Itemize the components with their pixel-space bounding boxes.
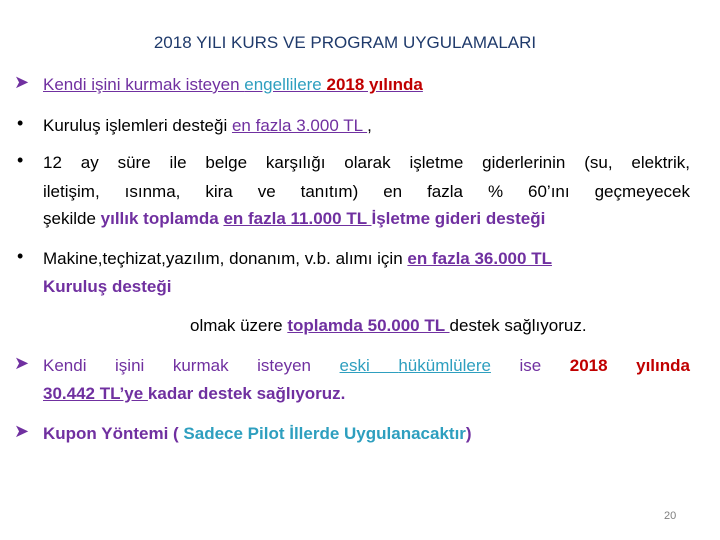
- item3-line2: iletişim, ısınma, kira ve tanıtım) en fazla % 60’ını geçmeyecek: [43, 182, 690, 201]
- item4-text-b: en fazla 36.000 TL: [407, 249, 552, 268]
- item3-line3: [43, 207, 545, 231]
- item6-text-c: ): [465, 424, 472, 443]
- item2-text-b: en fazla 3.000 TL: [231, 116, 368, 135]
- item5-line2: [43, 382, 345, 406]
- summary-line: [190, 314, 587, 338]
- item6-text-b: Sadece Pilot İllerde Uygulanacaktır: [183, 424, 466, 443]
- arrow-bullet-icon: ➤: [14, 353, 30, 373]
- item-kupon-yontemi: [43, 422, 472, 446]
- item5-text-a: Kendi işini kurmak isteyen: [43, 356, 340, 375]
- item1-text-b: engellilere: [244, 75, 327, 94]
- item4-line1: [43, 247, 552, 271]
- item5-text-e: 2018 yılında: [569, 356, 690, 375]
- summary-text-b: toplamda 50.000 TL: [287, 316, 450, 335]
- item6-text-a: Kupon Yöntemi (: [43, 424, 184, 443]
- page-title: 2018 YILI KURS VE PROGRAM UYGULAMALARI: [153, 33, 537, 52]
- item-kurulus-islemleri: [43, 114, 372, 138]
- item-engelliler: [43, 73, 423, 97]
- item2-text-c: ,: [367, 116, 372, 135]
- item5-text-b: eski: [339, 356, 399, 375]
- arrow-bullet-icon: ➤: [14, 72, 30, 92]
- item3-text-b: yıllık toplamda: [100, 209, 224, 228]
- item3-text-d: İşletme gideri desteği: [371, 209, 546, 228]
- item5-line1: [43, 354, 690, 378]
- item1-text-a: Kendi işini kurmak isteyen: [43, 75, 245, 94]
- summary-text-a: olmak üzere: [190, 316, 288, 335]
- item3-text-c: en fazla 11.000 TL: [223, 209, 372, 228]
- item3-text-a: şekilde: [43, 209, 101, 228]
- dot-bullet-icon: •: [17, 150, 24, 170]
- page-number: 20: [664, 510, 677, 522]
- item3-line1: 12 ay süre ile belge karşılığı olarak işletme giderlerinin (su, elektrik,: [43, 153, 690, 172]
- item2-text-a: Kuruluş işlemleri desteği: [43, 116, 232, 135]
- dot-bullet-icon: •: [17, 113, 24, 133]
- item5-text-d: ise: [519, 356, 570, 375]
- item5-text-g: kadar destek sağlıyoruz.: [147, 384, 346, 403]
- item5-text-f: 30.442 TL’ye: [43, 384, 148, 403]
- item1-text-c: 2018 yılında: [326, 75, 423, 94]
- dot-bullet-icon: •: [17, 246, 24, 266]
- item4-line2: Kuruluş desteği: [43, 277, 172, 296]
- item5-text-c: hükümlülere: [398, 356, 491, 375]
- item4-text-a: Makine,teçhizat,yazılım, donanım, v.b. alımı için: [43, 249, 408, 268]
- arrow-bullet-icon: ➤: [14, 421, 30, 441]
- summary-text-c: destek sağlıyoruz.: [449, 316, 587, 335]
